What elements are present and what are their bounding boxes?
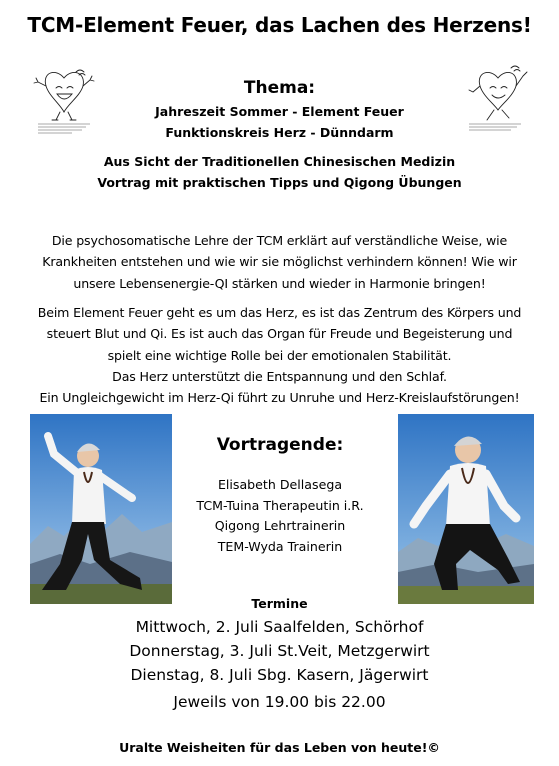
speaker-title: Qigong Lehrtrainerin [214, 518, 346, 533]
intro-line: Krankheiten entstehen und wie wir sie möglichst verhindern können! Wie wir [42, 254, 517, 270]
element-line: Beim Element Feuer geht es um das Herz, es ist das Zentrum des Körpers und [37, 305, 522, 320]
date-line: Donnerstag, 3. Juli St.Veit, Metzgerwirt [129, 642, 430, 660]
speaker-name: Elisabeth Dellasega [217, 477, 343, 492]
qigong-photo-right [398, 414, 534, 604]
thema-line: Jahreszeit Sommer - Element Feuer [155, 104, 404, 119]
time-line: Jeweils von 19.00 bis 22.00 [173, 693, 386, 711]
footer-slogan: Uralte Weisheiten für das Leben von heute!© [119, 740, 440, 755]
intro-line: Die psychosomatische Lehre der TCM erklärt auf verständliche Weise, wie [51, 233, 508, 248]
qigong-photo-left [30, 414, 172, 604]
date-line: Dienstag, 8. Juli Sbg. Kasern, Jägerwirt [130, 666, 429, 684]
thema-lines [0, 101, 559, 143]
element-line: Ein Ungleichgewicht im Herz-Qi führt zu Unruhe und Herz-Kreislaufstörungen! [39, 390, 520, 406]
perspective-lines [0, 151, 559, 193]
element-paragraph [8, 302, 551, 408]
thema-line: Funktionskreis Herz - Dünndarm [165, 125, 394, 140]
thema-heading: Thema: [243, 78, 316, 98]
perspective-line: Vortrag mit praktischen Tipps und Qigong Übungen [97, 175, 462, 190]
speaker-title: TCM-Tuina Therapeutin i.R. [196, 497, 364, 513]
speaker-title: TEM-Wyda Trainerin [217, 538, 343, 554]
element-line: spielt eine wichtige Rolle bei der emotionalen Stabilität. [107, 347, 452, 363]
termine-dates [0, 615, 559, 687]
speaker-details [165, 475, 395, 557]
intro-line: unsere Lebensenergie-QI stärken und wieder in Harmonie bringen! [73, 275, 486, 291]
element-line: steuert Blut und Qi. Es ist auch das Organ für Freude und Begeisterung und [46, 326, 513, 342]
date-line: Mittwoch, 2. Juli Saalfelden, Schörhof [135, 618, 424, 636]
speakers-heading: Vortragende: [216, 435, 344, 455]
perspective-line: Aus Sicht der Traditionellen Chinesischen Medizin [103, 154, 456, 169]
element-line: Das Herz unterstützt die Entspannung und den Schlaf. [112, 368, 447, 384]
intro-paragraph [14, 230, 545, 294]
page-title: TCM-Element Feuer, das Lachen des Herzens! [27, 13, 532, 37]
termine-heading: Termine [251, 596, 308, 611]
